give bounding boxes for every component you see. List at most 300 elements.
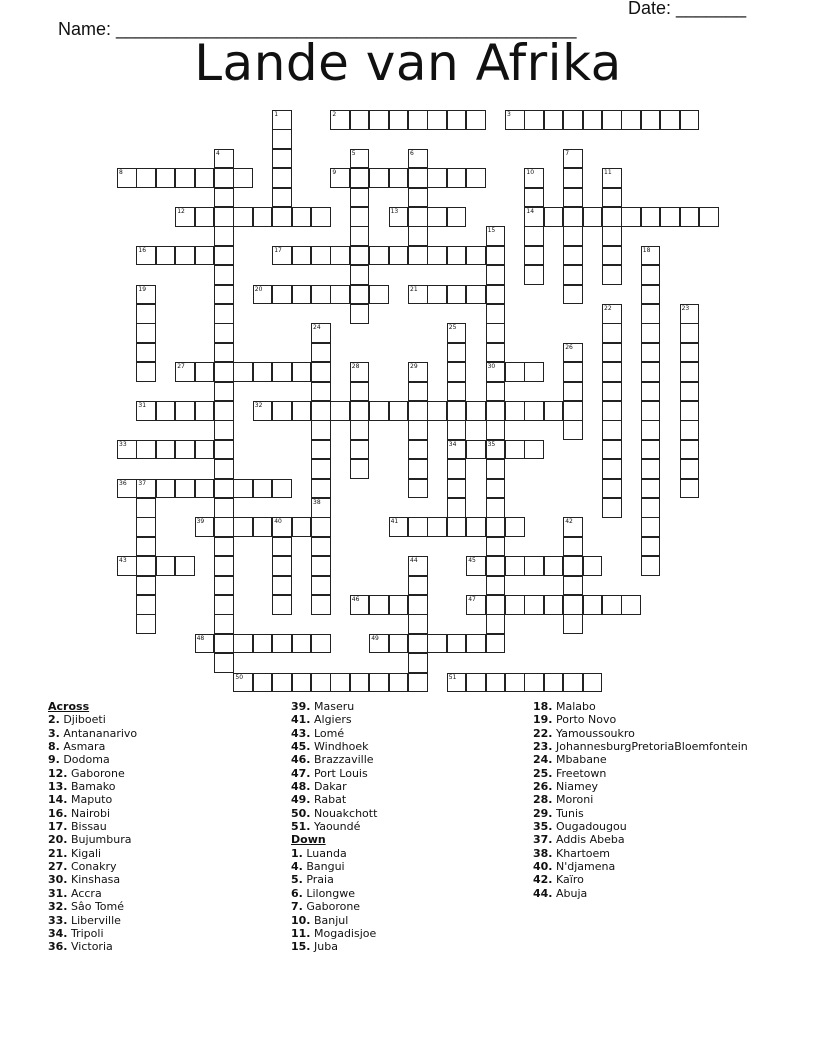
grid-cell[interactable] (680, 382, 700, 402)
grid-cell[interactable] (214, 517, 234, 537)
grid-cell[interactable] (389, 634, 409, 654)
grid-cell[interactable] (233, 673, 253, 693)
grid-cell[interactable] (544, 556, 564, 576)
grid-cell[interactable] (447, 362, 467, 382)
grid-cell[interactable] (466, 556, 486, 576)
grid-cell[interactable] (214, 149, 234, 169)
grid-cell[interactable] (311, 459, 331, 479)
grid-cell[interactable] (136, 479, 156, 499)
grid-cell[interactable] (602, 246, 622, 266)
grid-cell[interactable] (272, 188, 292, 208)
grid-cell[interactable] (408, 149, 428, 169)
grid-cell[interactable] (563, 614, 583, 634)
grid-cell[interactable] (447, 110, 467, 130)
grid-cell[interactable] (272, 576, 292, 596)
grid-cell[interactable] (602, 168, 622, 188)
grid-cell[interactable] (195, 207, 215, 227)
grid-cell[interactable] (408, 653, 428, 673)
grid-cell[interactable] (350, 265, 370, 285)
grid-cell[interactable] (680, 440, 700, 460)
grid-cell[interactable] (641, 246, 661, 266)
grid-cell[interactable] (292, 207, 312, 227)
grid-cell[interactable] (427, 285, 447, 305)
grid-cell[interactable] (486, 382, 506, 402)
grid-cell[interactable] (408, 110, 428, 130)
grid-cell[interactable] (350, 188, 370, 208)
grid-cell[interactable] (408, 673, 428, 693)
grid-cell[interactable] (272, 149, 292, 169)
grid-cell[interactable] (214, 459, 234, 479)
grid-cell[interactable] (602, 207, 622, 227)
grid-cell[interactable] (563, 265, 583, 285)
grid-cell[interactable] (447, 459, 467, 479)
grid-cell[interactable] (408, 576, 428, 596)
grid-cell[interactable] (272, 537, 292, 557)
date-line[interactable]: Date: _______ (628, 0, 747, 18)
grid-cell[interactable] (466, 285, 486, 305)
grid-cell[interactable] (214, 207, 234, 227)
grid-cell[interactable] (214, 576, 234, 596)
grid-cell[interactable] (117, 440, 137, 460)
grid-cell[interactable] (466, 401, 486, 421)
grid-cell[interactable] (253, 207, 273, 227)
grid-cell[interactable] (524, 110, 544, 130)
grid-cell[interactable] (350, 304, 370, 324)
grid-cell[interactable] (214, 653, 234, 673)
grid-cell[interactable] (641, 207, 661, 227)
grid-cell[interactable] (602, 498, 622, 518)
grid-cell[interactable] (369, 595, 389, 615)
grid-cell[interactable] (389, 517, 409, 537)
grid-cell[interactable] (408, 614, 428, 634)
grid-cell[interactable] (389, 673, 409, 693)
grid-cell[interactable] (641, 401, 661, 421)
grid-cell[interactable] (156, 440, 176, 460)
grid-cell[interactable] (272, 479, 292, 499)
grid-cell[interactable] (583, 207, 603, 227)
grid-cell[interactable] (486, 440, 506, 460)
grid-cell[interactable] (602, 323, 622, 343)
grid-cell[interactable] (621, 207, 641, 227)
grid-cell[interactable] (330, 401, 350, 421)
grid-cell[interactable] (311, 440, 331, 460)
grid-cell[interactable] (214, 498, 234, 518)
grid-cell[interactable] (486, 556, 506, 576)
grid-cell[interactable] (311, 420, 331, 440)
grid-cell[interactable] (447, 517, 467, 537)
grid-cell[interactable] (641, 517, 661, 537)
grid-cell[interactable] (447, 673, 467, 693)
grid-cell[interactable] (311, 382, 331, 402)
grid-cell[interactable] (486, 634, 506, 654)
grid-cell[interactable] (427, 246, 447, 266)
grid-cell[interactable] (292, 634, 312, 654)
grid-cell[interactable] (311, 576, 331, 596)
grid-cell[interactable] (486, 362, 506, 382)
grid-cell[interactable] (330, 673, 350, 693)
grid-cell[interactable] (214, 537, 234, 557)
grid-cell[interactable] (602, 479, 622, 499)
grid-cell[interactable] (680, 362, 700, 382)
grid-cell[interactable] (641, 304, 661, 324)
grid-cell[interactable] (350, 362, 370, 382)
grid-cell[interactable] (272, 246, 292, 266)
grid-cell[interactable] (505, 401, 525, 421)
grid-cell[interactable] (272, 285, 292, 305)
grid-cell[interactable] (660, 207, 680, 227)
grid-cell[interactable] (408, 556, 428, 576)
grid-cell[interactable] (505, 110, 525, 130)
grid-cell[interactable] (136, 343, 156, 363)
grid-cell[interactable] (136, 440, 156, 460)
grid-cell[interactable] (175, 168, 195, 188)
grid-cell[interactable] (214, 614, 234, 634)
grid-cell[interactable] (350, 420, 370, 440)
grid-cell[interactable] (408, 420, 428, 440)
grid-cell[interactable] (486, 401, 506, 421)
grid-cell[interactable] (524, 168, 544, 188)
grid-cell[interactable] (214, 265, 234, 285)
grid-cell[interactable] (117, 168, 137, 188)
grid-cell[interactable] (466, 517, 486, 537)
grid-cell[interactable] (583, 556, 603, 576)
grid-cell[interactable] (680, 323, 700, 343)
grid-cell[interactable] (466, 110, 486, 130)
grid-cell[interactable] (350, 226, 370, 246)
grid-cell[interactable] (486, 265, 506, 285)
grid-cell[interactable] (583, 673, 603, 693)
grid-cell[interactable] (408, 285, 428, 305)
grid-cell[interactable] (486, 537, 506, 557)
grid-cell[interactable] (563, 537, 583, 557)
grid-cell[interactable] (136, 595, 156, 615)
grid-cell[interactable] (447, 207, 467, 227)
grid-cell[interactable] (136, 285, 156, 305)
grid-cell[interactable] (641, 382, 661, 402)
grid-cell[interactable] (272, 129, 292, 149)
grid-cell[interactable] (602, 459, 622, 479)
grid-cell[interactable] (369, 168, 389, 188)
grid-cell[interactable] (214, 382, 234, 402)
grid-cell[interactable] (117, 479, 137, 499)
grid-cell[interactable] (524, 401, 544, 421)
grid-cell[interactable] (272, 207, 292, 227)
grid-cell[interactable] (408, 188, 428, 208)
grid-cell[interactable] (563, 343, 583, 363)
grid-cell[interactable] (253, 285, 273, 305)
grid-cell[interactable] (136, 576, 156, 596)
grid-cell[interactable] (136, 537, 156, 557)
grid-cell[interactable] (136, 498, 156, 518)
grid-cell[interactable] (680, 479, 700, 499)
grid-cell[interactable] (272, 595, 292, 615)
grid-cell[interactable] (505, 362, 525, 382)
grid-cell[interactable] (563, 556, 583, 576)
grid-cell[interactable] (621, 595, 641, 615)
grid-cell[interactable] (214, 362, 234, 382)
grid-cell[interactable] (427, 168, 447, 188)
grid-cell[interactable] (389, 207, 409, 227)
grid-cell[interactable] (563, 517, 583, 537)
grid-cell[interactable] (195, 440, 215, 460)
grid-cell[interactable] (602, 188, 622, 208)
grid-cell[interactable] (505, 517, 525, 537)
grid-cell[interactable] (408, 207, 428, 227)
grid-cell[interactable] (563, 382, 583, 402)
grid-cell[interactable] (408, 595, 428, 615)
grid-cell[interactable] (311, 517, 331, 537)
grid-cell[interactable] (563, 110, 583, 130)
grid-cell[interactable] (311, 401, 331, 421)
grid-cell[interactable] (408, 168, 428, 188)
grid-cell[interactable] (641, 343, 661, 363)
grid-cell[interactable] (253, 517, 273, 537)
grid-cell[interactable] (563, 188, 583, 208)
grid-cell[interactable] (524, 265, 544, 285)
grid-cell[interactable] (408, 479, 428, 499)
grid-cell[interactable] (486, 226, 506, 246)
grid-cell[interactable] (505, 440, 525, 460)
grid-cell[interactable] (408, 401, 428, 421)
grid-cell[interactable] (408, 246, 428, 266)
grid-cell[interactable] (544, 595, 564, 615)
grid-cell[interactable] (389, 168, 409, 188)
grid-cell[interactable] (136, 304, 156, 324)
grid-cell[interactable] (369, 673, 389, 693)
grid-cell[interactable] (466, 440, 486, 460)
grid-cell[interactable] (563, 246, 583, 266)
grid-cell[interactable] (117, 556, 137, 576)
grid-cell[interactable] (311, 537, 331, 557)
grid-cell[interactable] (156, 246, 176, 266)
grid-cell[interactable] (447, 401, 467, 421)
grid-cell[interactable] (292, 285, 312, 305)
grid-cell[interactable] (602, 440, 622, 460)
grid-cell[interactable] (175, 401, 195, 421)
grid-cell[interactable] (136, 362, 156, 382)
grid-cell[interactable] (466, 634, 486, 654)
grid-cell[interactable] (486, 343, 506, 363)
grid-cell[interactable] (272, 168, 292, 188)
grid-cell[interactable] (156, 479, 176, 499)
grid-cell[interactable] (641, 537, 661, 557)
grid-cell[interactable] (408, 634, 428, 654)
grid-cell[interactable] (311, 634, 331, 654)
grid-cell[interactable] (233, 168, 253, 188)
grid-cell[interactable] (583, 110, 603, 130)
grid-cell[interactable] (330, 110, 350, 130)
grid-cell[interactable] (214, 595, 234, 615)
grid-cell[interactable] (524, 246, 544, 266)
grid-cell[interactable] (660, 110, 680, 130)
grid-cell[interactable] (233, 517, 253, 537)
grid-cell[interactable] (699, 207, 719, 227)
grid-cell[interactable] (156, 556, 176, 576)
grid-cell[interactable] (524, 362, 544, 382)
grid-cell[interactable] (195, 634, 215, 654)
grid-cell[interactable] (524, 188, 544, 208)
grid-cell[interactable] (641, 323, 661, 343)
grid-cell[interactable] (408, 362, 428, 382)
grid-cell[interactable] (524, 440, 544, 460)
grid-cell[interactable] (214, 420, 234, 440)
grid-cell[interactable] (505, 556, 525, 576)
grid-cell[interactable] (292, 517, 312, 537)
grid-cell[interactable] (563, 673, 583, 693)
grid-cell[interactable] (680, 459, 700, 479)
grid-cell[interactable] (486, 304, 506, 324)
grid-cell[interactable] (389, 595, 409, 615)
grid-cell[interactable] (486, 323, 506, 343)
grid-cell[interactable] (195, 479, 215, 499)
grid-cell[interactable] (563, 420, 583, 440)
grid-cell[interactable] (641, 110, 661, 130)
grid-cell[interactable] (311, 285, 331, 305)
grid-cell[interactable] (641, 285, 661, 305)
grid-cell[interactable] (602, 110, 622, 130)
grid-cell[interactable] (214, 226, 234, 246)
grid-cell[interactable] (641, 479, 661, 499)
grid-cell[interactable] (136, 614, 156, 634)
grid-cell[interactable] (408, 459, 428, 479)
grid-cell[interactable] (369, 285, 389, 305)
grid-cell[interactable] (350, 149, 370, 169)
grid-cell[interactable] (563, 362, 583, 382)
grid-cell[interactable] (408, 382, 428, 402)
grid-cell[interactable] (233, 634, 253, 654)
grid-cell[interactable] (466, 673, 486, 693)
grid-cell[interactable] (136, 323, 156, 343)
grid-cell[interactable] (369, 110, 389, 130)
grid-cell[interactable] (621, 110, 641, 130)
grid-cell[interactable] (447, 168, 467, 188)
grid-cell[interactable] (486, 576, 506, 596)
grid-cell[interactable] (447, 323, 467, 343)
grid-cell[interactable] (602, 595, 622, 615)
grid-cell[interactable] (447, 440, 467, 460)
grid-cell[interactable] (524, 595, 544, 615)
grid-cell[interactable] (427, 207, 447, 227)
grid-cell[interactable] (486, 459, 506, 479)
grid-cell[interactable] (680, 304, 700, 324)
grid-cell[interactable] (292, 246, 312, 266)
grid-cell[interactable] (272, 362, 292, 382)
grid-cell[interactable] (641, 498, 661, 518)
grid-cell[interactable] (136, 517, 156, 537)
grid-cell[interactable] (641, 265, 661, 285)
grid-cell[interactable] (311, 246, 331, 266)
grid-cell[interactable] (214, 556, 234, 576)
grid-cell[interactable] (292, 401, 312, 421)
grid-cell[interactable] (680, 110, 700, 130)
grid-cell[interactable] (408, 440, 428, 460)
grid-cell[interactable] (447, 343, 467, 363)
grid-cell[interactable] (330, 246, 350, 266)
grid-cell[interactable] (583, 595, 603, 615)
grid-cell[interactable] (641, 420, 661, 440)
grid-cell[interactable] (350, 595, 370, 615)
grid-cell[interactable] (389, 401, 409, 421)
grid-cell[interactable] (447, 479, 467, 499)
grid-cell[interactable] (563, 226, 583, 246)
grid-cell[interactable] (330, 168, 350, 188)
grid-cell[interactable] (253, 479, 273, 499)
grid-cell[interactable] (136, 556, 156, 576)
grid-cell[interactable] (486, 420, 506, 440)
grid-cell[interactable] (641, 459, 661, 479)
grid-cell[interactable] (214, 168, 234, 188)
grid-cell[interactable] (602, 226, 622, 246)
grid-cell[interactable] (524, 556, 544, 576)
grid-cell[interactable] (602, 362, 622, 382)
grid-cell[interactable] (272, 110, 292, 130)
grid-cell[interactable] (195, 168, 215, 188)
grid-cell[interactable] (311, 362, 331, 382)
grid-cell[interactable] (175, 479, 195, 499)
grid-cell[interactable] (369, 401, 389, 421)
grid-cell[interactable] (447, 382, 467, 402)
grid-cell[interactable] (466, 168, 486, 188)
grid-cell[interactable] (505, 673, 525, 693)
grid-cell[interactable] (214, 304, 234, 324)
grid-cell[interactable] (563, 207, 583, 227)
grid-cell[interactable] (486, 595, 506, 615)
grid-cell[interactable] (272, 673, 292, 693)
grid-cell[interactable] (311, 556, 331, 576)
grid-cell[interactable] (292, 673, 312, 693)
grid-cell[interactable] (214, 343, 234, 363)
grid-cell[interactable] (680, 401, 700, 421)
grid-cell[interactable] (253, 634, 273, 654)
grid-cell[interactable] (311, 343, 331, 363)
grid-cell[interactable] (253, 362, 273, 382)
grid-cell[interactable] (563, 149, 583, 169)
grid-cell[interactable] (214, 440, 234, 460)
grid-cell[interactable] (641, 362, 661, 382)
grid-cell[interactable] (156, 168, 176, 188)
grid-cell[interactable] (602, 401, 622, 421)
grid-cell[interactable] (233, 207, 253, 227)
grid-cell[interactable] (311, 595, 331, 615)
grid-cell[interactable] (350, 110, 370, 130)
grid-cell[interactable] (447, 634, 467, 654)
grid-cell[interactable] (175, 362, 195, 382)
grid-cell[interactable] (524, 226, 544, 246)
grid-cell[interactable] (369, 634, 389, 654)
grid-cell[interactable] (350, 246, 370, 266)
grid-cell[interactable] (680, 207, 700, 227)
grid-cell[interactable] (311, 673, 331, 693)
grid-cell[interactable] (214, 401, 234, 421)
grid-cell[interactable] (311, 479, 331, 499)
grid-cell[interactable] (427, 517, 447, 537)
grid-cell[interactable] (427, 110, 447, 130)
grid-cell[interactable] (408, 226, 428, 246)
grid-cell[interactable] (466, 595, 486, 615)
grid-cell[interactable] (233, 479, 253, 499)
grid-cell[interactable] (563, 168, 583, 188)
grid-cell[interactable] (350, 440, 370, 460)
grid-cell[interactable] (272, 634, 292, 654)
grid-cell[interactable] (214, 285, 234, 305)
grid-cell[interactable] (563, 576, 583, 596)
grid-cell[interactable] (175, 246, 195, 266)
grid-cell[interactable] (214, 246, 234, 266)
grid-cell[interactable] (136, 168, 156, 188)
grid-cell[interactable] (602, 343, 622, 363)
grid-cell[interactable] (408, 517, 428, 537)
grid-cell[interactable] (486, 614, 506, 634)
